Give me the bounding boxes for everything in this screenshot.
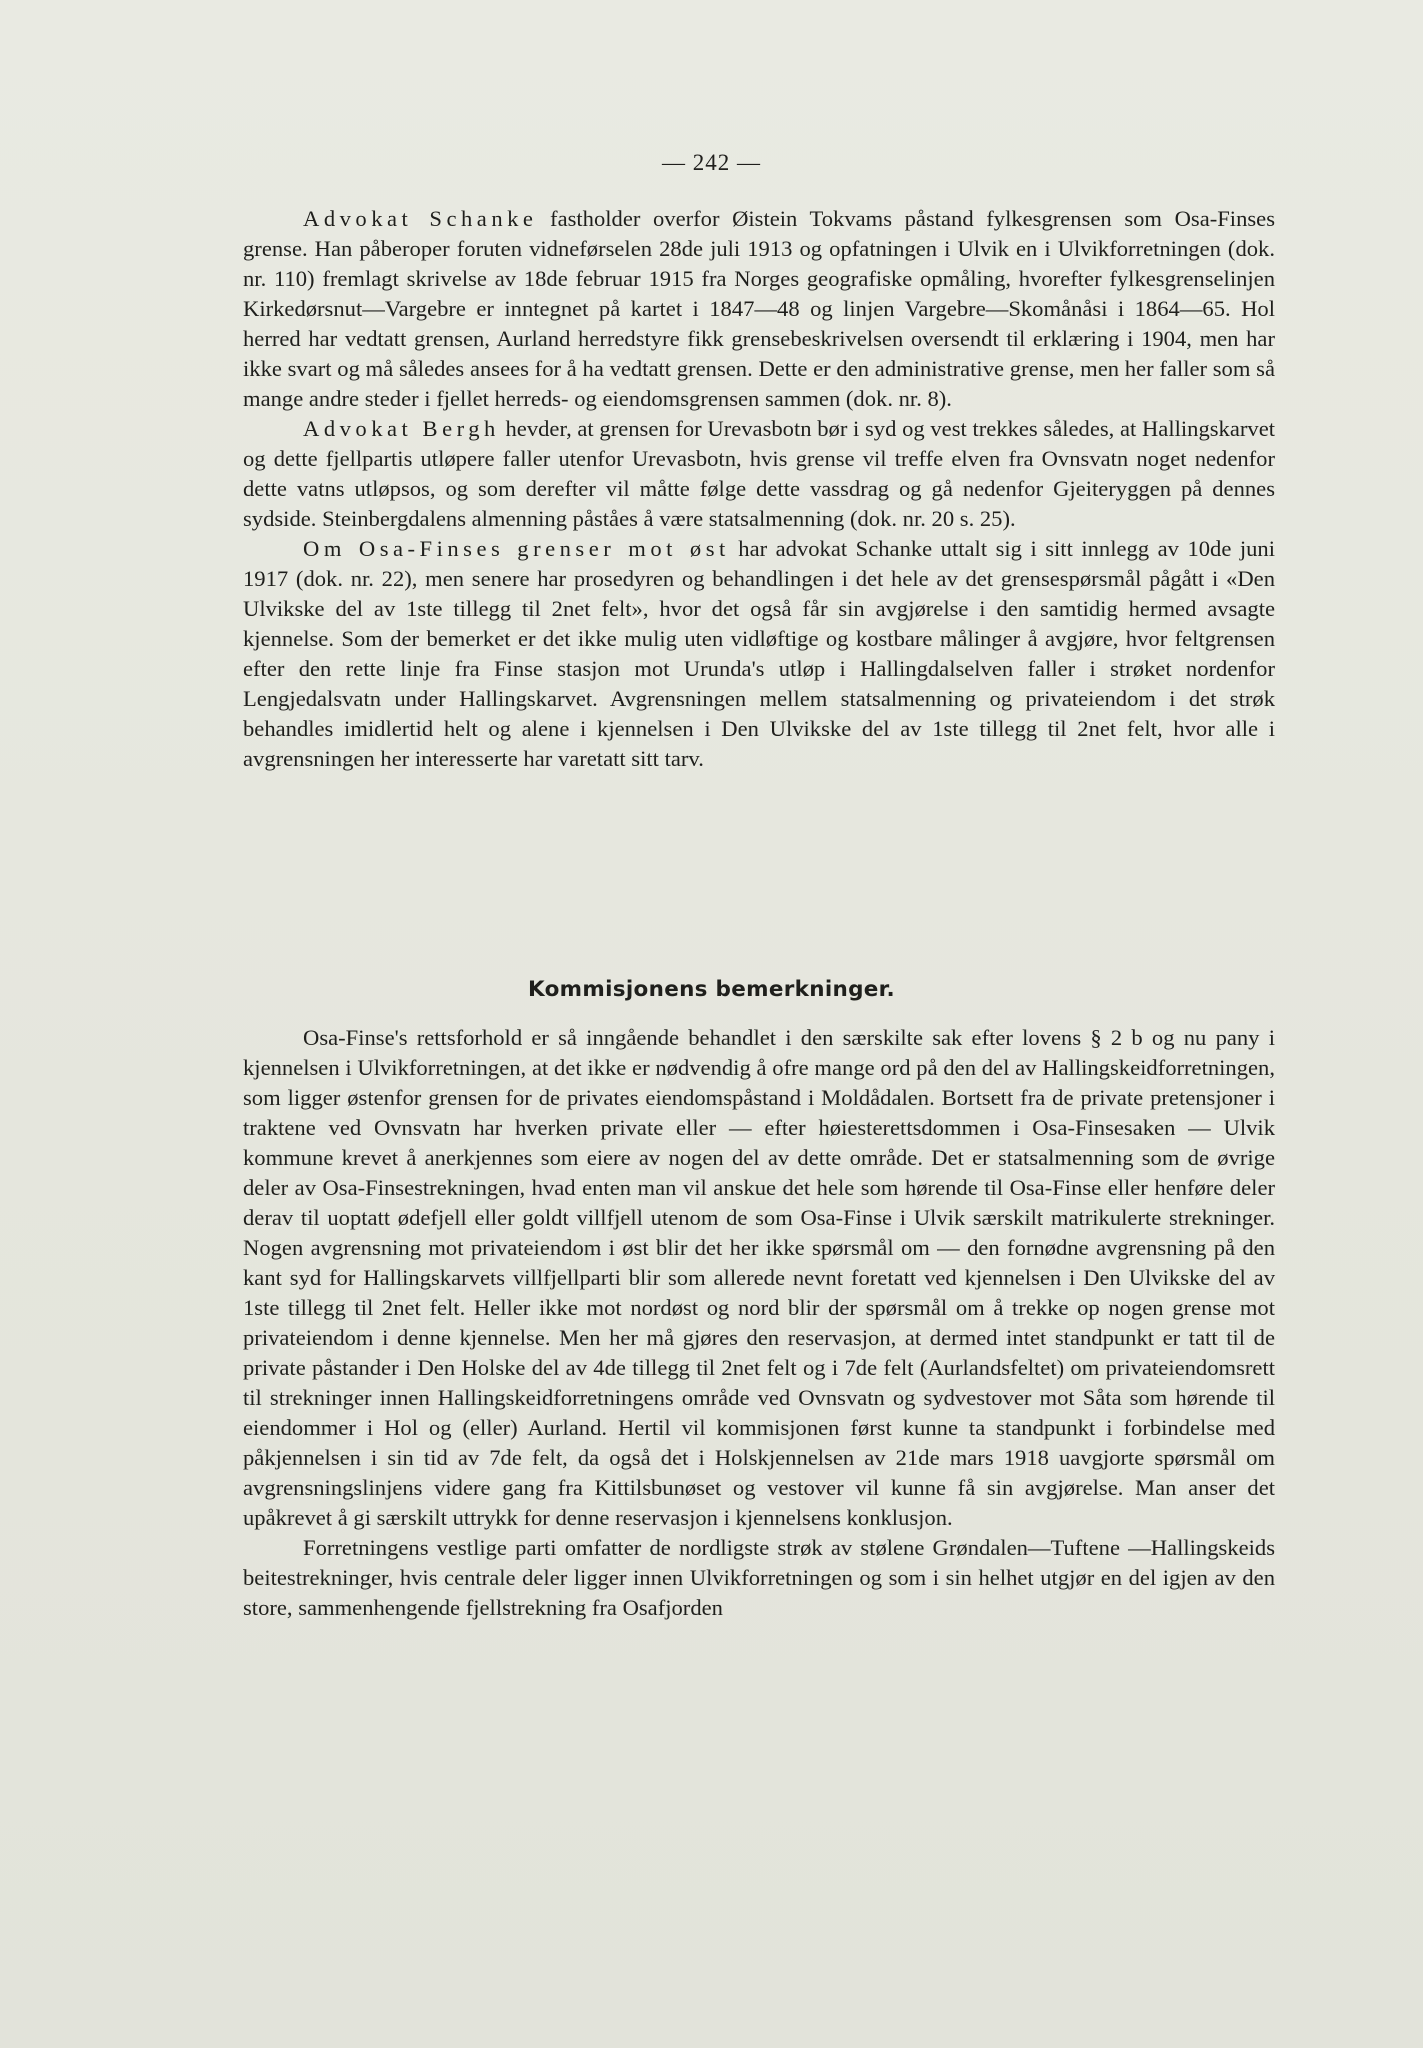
paragraph-bergh <box>243 414 1275 534</box>
lead-schanke: Advokat Schanke <box>303 206 538 231</box>
lead-bergh: Advokat Bergh <box>303 416 500 441</box>
section-heading: Kommisjonens bemerkninger. <box>528 977 895 1002</box>
paragraph-remarks-2: Forretningens vestlige parti omfatter de nordligste strøk av stølene Grøndalen—Tuftene —Hallingskeids beitestrekninger, hvis centrale deler ligger innen Ulvikforretningen og som i sin helhet utgjør en del igjen av den store, sammenhengende fjellstrekning fra Osafjorden <box>243 1535 1275 1620</box>
text-schanke: fastholder overfor Øistein Tokvams påstand fylkesgrensen som Osa-Finses grense. Han påberoper foruten vidneførselen 28de juli 1913 og opfatningen i Ulvik en i Ulvikforretningen (dok. nr. 110) fremlagt skrivelse av 18de februar 1915 fra Norges geografiske opmåling, hvorefter fylkesgrenselinjen Kirkedørsnut—Vargebre er inntegnet på kartet i 1847—48 og linjen Vargebre—Skomånåsi i 1864—65. Hol herred har vedtatt grensen, Aurland herredstyre fikk grensebeskrivelsen oversendt til erklæring i 1904, men har ikke svart og må således ansees for å ha vedtatt grensen. Dette er den administrative grense, men her faller som så mange andre steder i fjellet herreds- og eiendomsgrensen sammen (dok. nr. 8). <box>243 206 1275 411</box>
section-commission-remarks <box>243 1023 1275 1623</box>
paragraph-schanke <box>243 204 1275 414</box>
text-bergh: hevder, at grensen for Urevasbotn bør i syd og vest trekkes således, at Hallingskarvet og dette fjellpartis utløpere faller utenfor Urevasbotn, hvis grense vil treffe elven fra Ovnsvatn noget nedenfor dette vatns utløpsos, og som derefter vil måtte følge dette vassdrag og gå nedenfor Gjeiteryggen på dennes sydside. Steinbergdalens almenning påståes å være statsalmenning (dok. nr. 20 s. 25). <box>243 416 1275 531</box>
page-number: — 242 — <box>662 150 761 175</box>
section-parties-claims <box>243 204 1275 774</box>
text-osa-finse-east: har advokat Schanke uttalt sig i sitt innlegg av 10de juni 1917 (dok. nr. 22), men senere har prosedyren og behandlingen i det hele av det grensespørsmål pågått i «Den Ulvikske del av 1ste tillegg til 2net felt», hvor det også får sin avgjørelse i den samtidig hermed avsagte kjennelse. Som der bemerket er det ikke mulig uten vidløftige og kostbare målinger å avgjøre, hvor feltgrensen efter den rette linje fra Finse stasjon mot Urunda's utløp i Hallingdalselven faller i strøket nordenfor Lengjedalsvatn under Hallingskarvet. Avgrensningen mellem statsalmenning og privateiendom i det strøk behandles imidlertid helt og alene i kjennelsen i Den Ulvikske del av 1ste tillegg til 2net felt, hvor alle i avgrensningen her interesserte har varetatt sitt tarv. <box>243 536 1275 771</box>
paragraph-remarks-1: Osa-Finse's rettsforhold er så inngående behandlet i den særskilte sak efter lovens § 2 b og nu pany i kjennelsen i Ulvikforretningen, at det ikke er nødvendig å ofre mange ord på den del av Hallingskeidforretningen, som ligger østenfor grensen for de privates eiendomspåstand i Moldådalen. Bortsett fra de private pretensjoner i traktene ved Ovnsvatn har hverken private eller — efter høiesterettsdommen i Osa-Finsesaken — Ulvik kommune krevet å anerkjennes som eiere av nogen del av dette område. Det er statsalmenning som de øvrige deler av Osa-Finsestrekningen, hvad enten man vil anskue det hele som hørende til Osa-Finse eller henføre deler derav til uoptatt ødefjell eller goldt villfjell utenom de som Osa-Finse i Ulvik særskilt matrikulerte strekninger. Nogen avgrensning mot privateiendom i øst blir det her ikke spørsmål om — den fornødne avgrensning på den kant syd for Hallingskarvets villfjellparti blir som allerede nevnt foretatt ved kjennelsen i Den Ulvikske del av 1ste tillegg til 2net felt. Heller ikke mot nordøst og nord blir der spørsmål om å trekke op nogen grense mot privateiendom i denne kjennelse. Men her må gjøres den reservasjon, at dermed intet standpunkt er tatt til de private påstander i Den Holske del av 4de tillegg til 2net felt og i 7de felt (Aurlandsfeltet) om privateiendomsrett til strekninger innen Hallingskeidforretningens område ved Ovnsvatn og sydvestover mot Såta som hørende til eiendommer i Hol og (eller) Aurland. Hertil vil kommisjonen først kunne ta standpunkt i forbindelse med påkjennelsen i sin tid av 7de felt, da også det i Holskjennelsen av 21de mars 1918 uavgjorte spørsmål om avgrensningslinjens videre gang fra Kittilsbunøset og vestover vil kunne få sin avgjørelse. Man anser det upåkrevet å gi særskilt uttrykk for denne reservasjon i kjennelsens konklusjon. <box>243 1025 1275 1530</box>
lead-osa-finse-east: Om Osa-Finses grenser mot øst <box>303 536 730 561</box>
paragraph-osa-finse-east <box>243 534 1275 774</box>
